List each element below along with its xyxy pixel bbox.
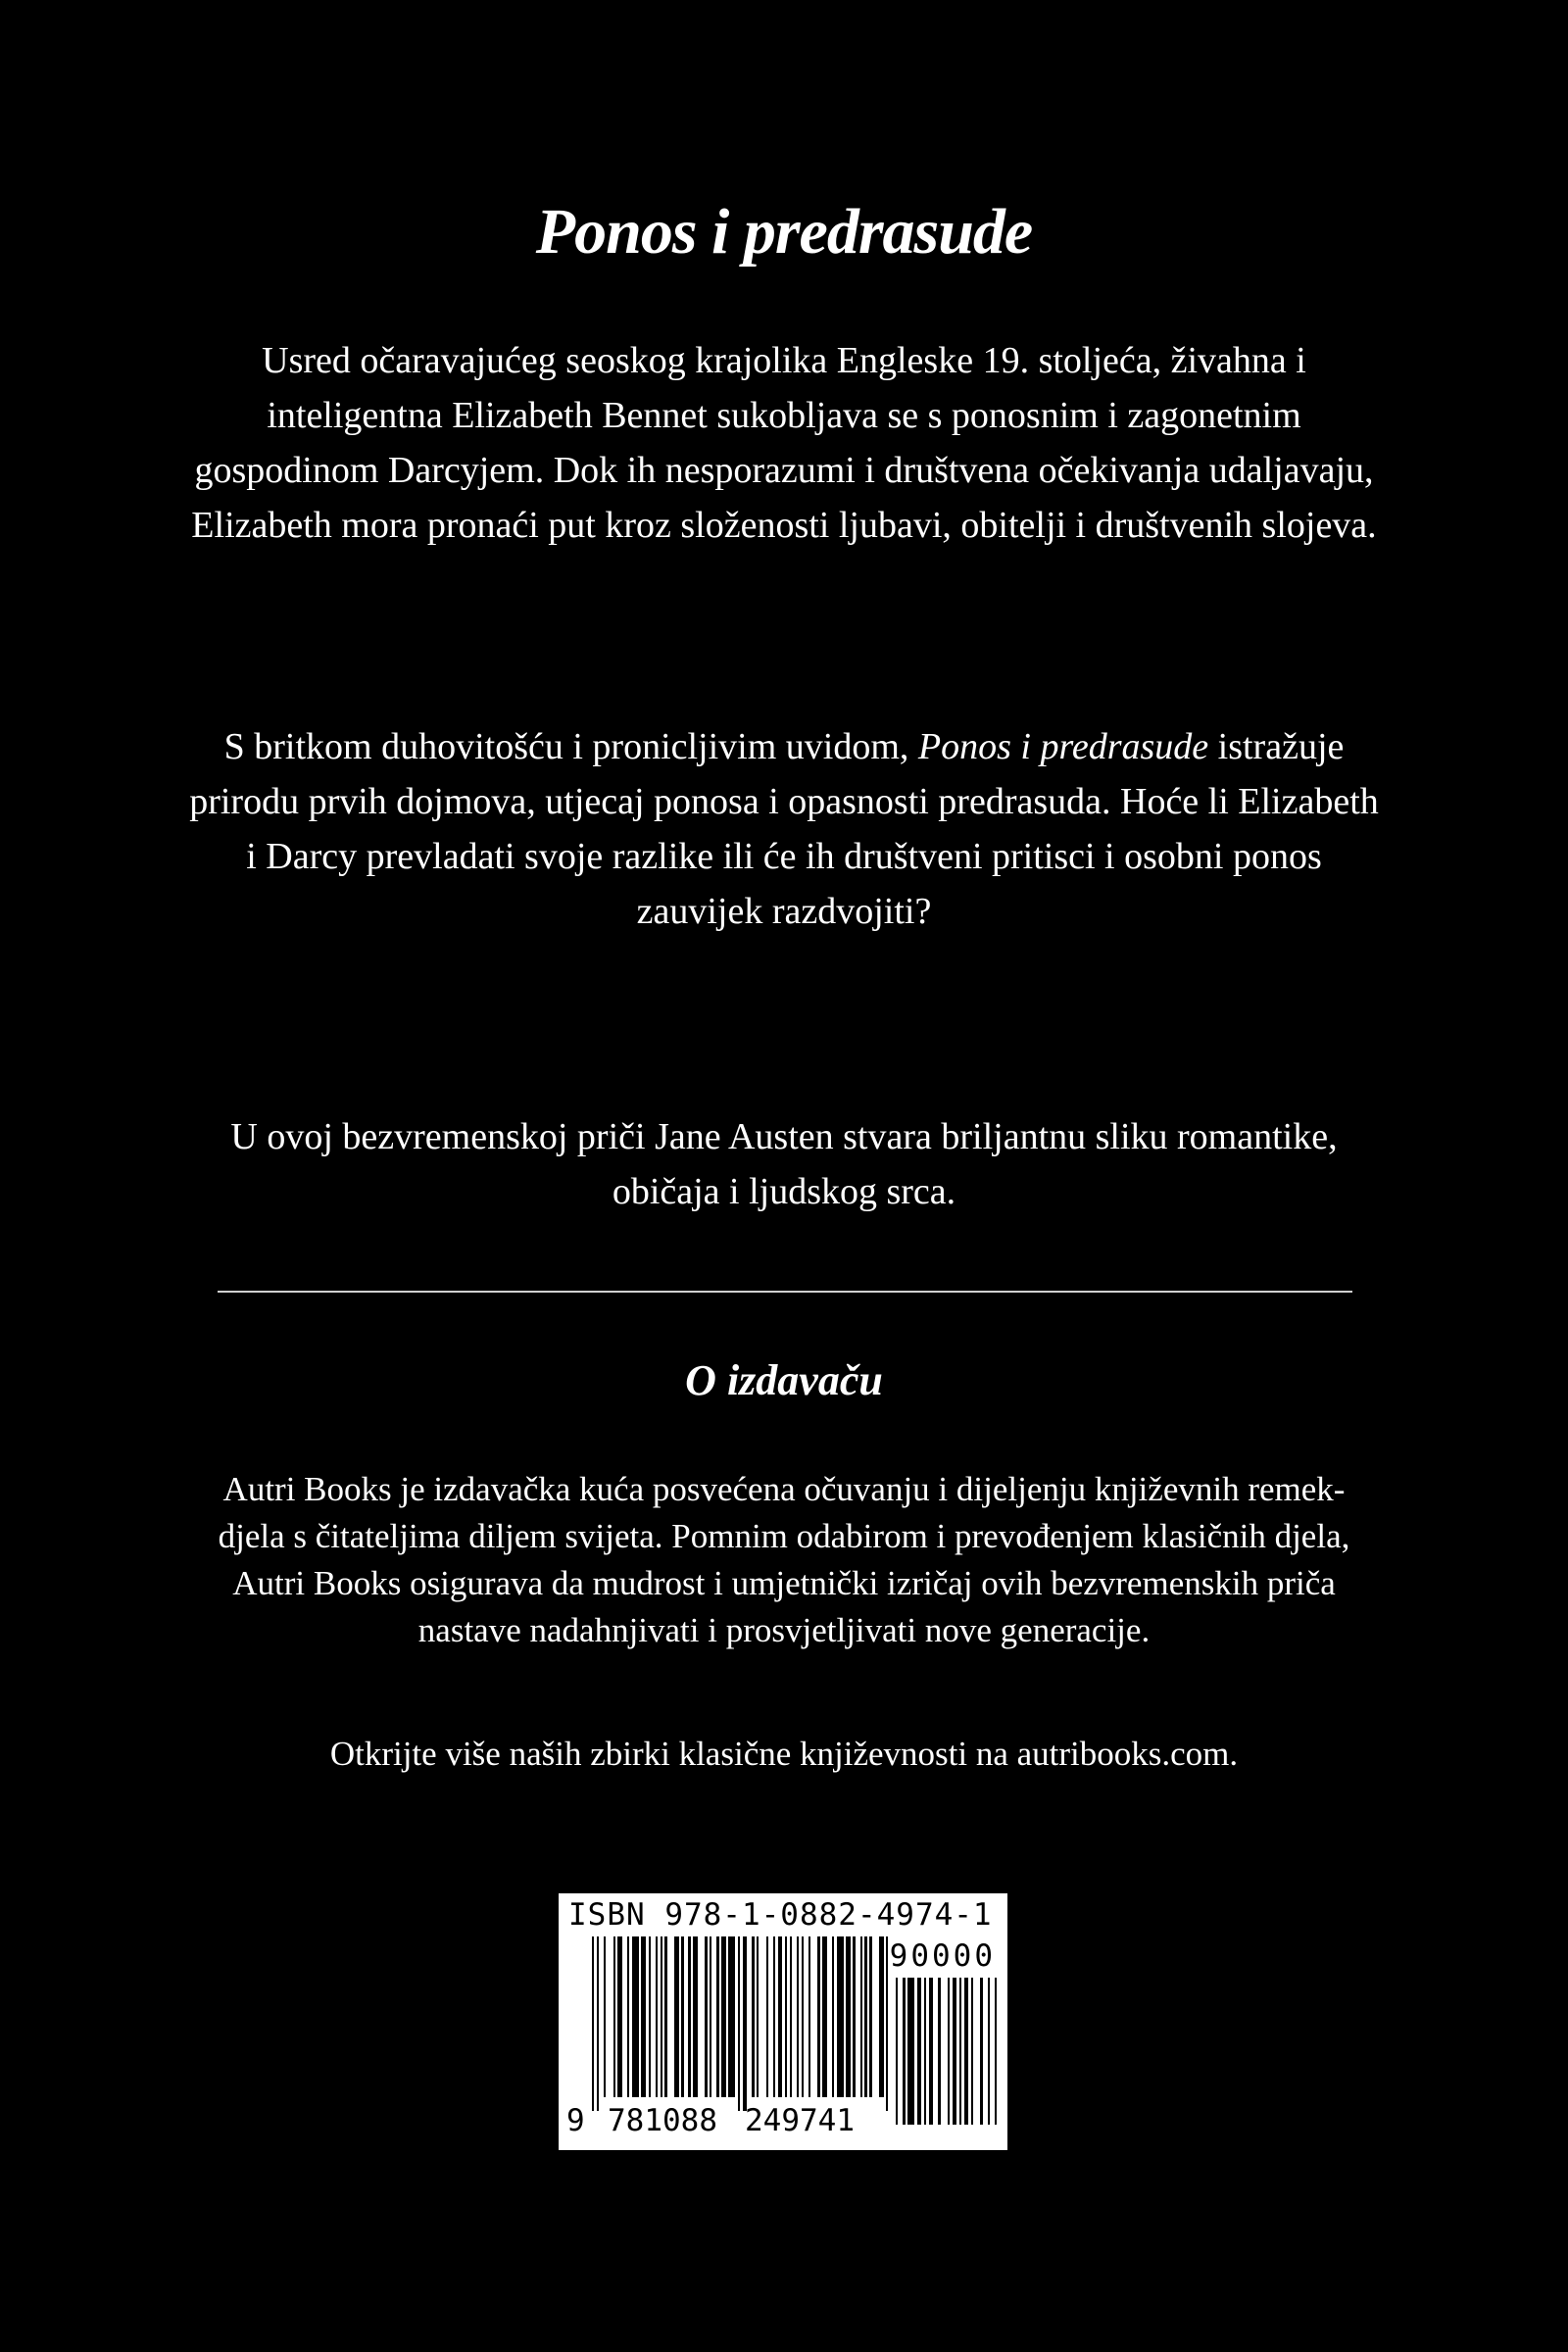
barcode-bar [592,1936,594,2111]
barcode-addon-bar [953,1978,957,2125]
barcode-bar [886,1936,888,2111]
barcode-bar [688,1936,690,2097]
barcode-bar [716,1936,718,2097]
barcode-bar [604,1936,606,2097]
barcode-bar [661,1936,662,2097]
isbn-label: ISBN 978-1-0882-4974-1 [568,1897,993,1933]
barcode-addon-bar [924,1978,926,2125]
barcode-bar [869,1936,871,2097]
barcode-bar [778,1936,783,2097]
barcode-bar [879,1936,884,2097]
barcode-addon-bar [980,1978,982,2125]
barcode-bar [721,1936,726,2097]
barcode-bar [846,1936,851,2097]
barcode-addon-bar [971,1978,973,2125]
barcode-bar [705,1936,707,2097]
barcode-addon-bar [988,1978,990,2125]
barcode-bar [681,1936,683,2097]
synopsis-paragraph-2-lead: S britkom duhovitošću i pronicljivim uvidom, [223,726,909,767]
barcode-bar [710,1936,711,2097]
barcode-bar [766,1936,768,2097]
publisher-heading: O izdavaču [685,1356,883,1404]
synopsis-paragraph-1: Usred očaravajućeg seoskog krajolika Engleske 19. stoljeća, živahna i inteligentna Elizabeth Bennet sukobljava se s ponosnim i zagonetnim gospodinom Darcyjem. Dok ih nesporazumi i društvena očekivanja udaljavaju, Elizabeth mora pronaći put kroz složenosti ljubavi, obitelji i društvenih slojeva. [191,340,1377,546]
barcode-left-digits: 781088 [608,2103,717,2138]
barcode-bar [664,1936,666,2097]
barcode-bar [613,1936,615,2097]
barcode-bar [752,1936,754,2097]
barcode-bar [864,1936,866,2097]
book-title: Ponos i predrasude [535,196,1033,268]
barcode-bar [738,1936,740,2111]
barcode-bar [860,1936,862,2097]
barcode-bar [832,1936,834,2097]
synopsis-title-reference: Ponos i predrasude [917,726,1209,767]
barcode-addon-bar [903,1978,905,2125]
barcode-bar [649,1936,651,2097]
barcode-bar [808,1936,810,2097]
price-addon-code: 90000 [889,1938,996,1974]
barcode-addon-bar [964,1978,969,2125]
barcode-right-digits: 249741 [745,2103,855,2138]
barcode-bar [817,1936,819,2097]
barcode-addon-bar [938,1978,940,2125]
barcode-bar [674,1936,679,2097]
barcode-bar [728,1936,735,2097]
barcode-bar [822,1936,827,2097]
publisher-paragraph-1: Autri Books je izdavačka kuća posvećena očuvanju i dijeljenju književnih remek-djela s čitateljima diljem svijeta. Pomnim odabirom i prevođenjem klasičnih djela, Autri Books osigurava da mudrost i umjetnički izričaj ovih bezvremenskih priča nastave nadahnjivati i prosvjetljivati nove generacije. [218,1470,1350,1649]
barcode-bar [790,1936,792,2097]
synopsis-paragraph-2 [186,719,1382,939]
barcode-addon-bar [929,1978,934,2125]
publisher-paragraph-2: Otkrijte više naših zbirki klasične književnosti na autribooks.com. [329,1735,1239,1773]
barcode-bar [785,1936,787,2097]
isbn-barcode [559,1893,1007,2150]
barcode-bar [632,1936,639,2097]
synopsis-paragraph-3: U ovoj bezvremenskoj priči Jane Austen stvara briljantnu sliku romantike, običaja i ljudskog srca. [230,1116,1338,1212]
barcode-addon-bar [948,1978,950,2125]
barcode-lead-digit: 9 [566,2103,585,2138]
barcode-bar [797,1936,799,2097]
barcode-main-bars [592,1936,888,2111]
barcode-addon-bar [907,1978,914,2125]
barcode-bar [802,1936,804,2097]
barcode-bar [617,1936,622,2097]
barcode-addon-bar [917,1978,922,2125]
synopsis-paragraph-2-rest: istražuje prirodu prvih dojmova, utjecaj ponosa i opasnosti predrasuda. Hoće li Elizabeth i Darcy prevladati svoje razlike ili će ih društveni pritisci i osobni ponos zauvijek razdvojiti? [189,726,1379,932]
barcode-bar [693,1936,698,2097]
barcode-bar [837,1936,844,2097]
barcode-bar [627,1936,629,2097]
barcode-addon-bar [995,1978,997,2125]
barcode-addon-bar [896,1978,898,2125]
barcode-bar [656,1936,658,2097]
barcode-bar [743,1936,748,2111]
barcode-bar [853,1936,855,2097]
section-divider [218,1291,1352,1293]
barcode-bar [641,1936,646,2097]
barcode-bar [597,1936,599,2111]
barcode-addon-bar [959,1978,961,2125]
barcode-addon-bars [896,1978,998,2125]
barcode-bar [773,1936,775,2097]
barcode-bar [757,1936,759,2097]
